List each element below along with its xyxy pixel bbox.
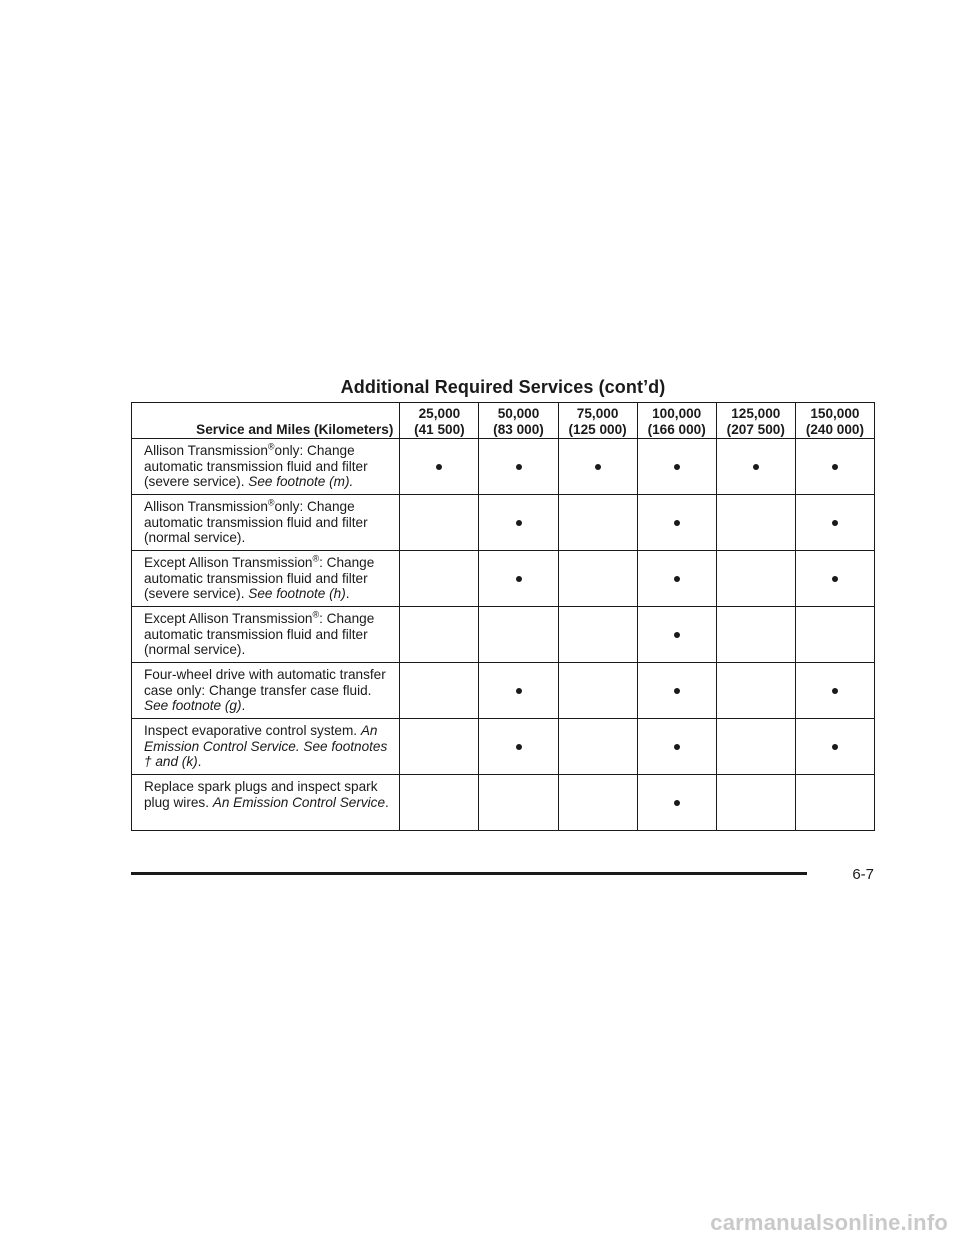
- interval-cell: [558, 607, 637, 663]
- table-row: [132, 495, 875, 551]
- interval-cell: [400, 719, 479, 775]
- service-required-bullet-icon: [436, 464, 442, 470]
- interval-km: (207 500): [726, 421, 785, 437]
- service-required-bullet-icon: [832, 576, 838, 582]
- interval-cell: [637, 663, 716, 719]
- interval-cell: [479, 495, 558, 551]
- table-header-row: [132, 403, 875, 439]
- footer-rule: [131, 872, 807, 875]
- service-description: [132, 551, 400, 607]
- registered-mark: ®: [312, 609, 320, 620]
- service-required-bullet-icon: [832, 688, 838, 694]
- interval-cell: [795, 719, 874, 775]
- interval-cell: [716, 551, 795, 607]
- interval-header-50000: [479, 403, 558, 439]
- page-number: 6-7: [852, 866, 874, 883]
- interval-km: (41 500): [414, 421, 465, 437]
- service-required-bullet-icon: [832, 464, 838, 470]
- service-text: Except Allison Transmission: [144, 611, 313, 626]
- service-required-bullet-icon: [674, 744, 680, 750]
- registered-mark: ®: [267, 441, 275, 452]
- service-required-bullet-icon: [832, 520, 838, 526]
- interval-cell: [716, 495, 795, 551]
- footnote-reference: See footnote (m).: [248, 474, 354, 490]
- service-text-continued: only: Change automatic transmission fluid and filter (normal service).: [144, 499, 368, 546]
- interval-cell: [716, 607, 795, 663]
- interval-miles: 25,000: [418, 406, 461, 421]
- service-required-bullet-icon: [674, 464, 680, 470]
- service-text: Except Allison Transmission: [144, 555, 313, 570]
- service-text: Replace spark plugs and inspect spark plug wires.: [144, 779, 378, 810]
- service-required-bullet-icon: [674, 632, 680, 638]
- interval-cell: [479, 775, 558, 831]
- service-required-bullet-icon: [595, 464, 601, 470]
- service-required-bullet-icon: [674, 520, 680, 526]
- interval-cell: [716, 719, 795, 775]
- interval-header-100000: [637, 403, 716, 439]
- interval-cell: [795, 495, 874, 551]
- interval-km: (240 000): [805, 421, 865, 437]
- interval-cell: [558, 775, 637, 831]
- interval-miles: 50,000: [497, 406, 540, 421]
- maintenance-schedule-table: [131, 402, 875, 831]
- table-row: [132, 775, 875, 831]
- table-row: [132, 551, 875, 607]
- service-text: Allison Transmission: [144, 499, 268, 514]
- service-description: [132, 719, 400, 775]
- interval-cell: [400, 663, 479, 719]
- service-required-bullet-icon: [674, 688, 680, 694]
- interval-km: (125 000): [568, 421, 627, 437]
- service-required-bullet-icon: [674, 576, 680, 582]
- interval-miles: 100,000: [652, 406, 702, 421]
- service-text-continued: : Change automatic transmission fluid and filter (normal service).: [144, 611, 375, 658]
- service-text-continued: : Change automatic transmission fluid and filter (severe service).: [144, 555, 375, 602]
- service-description: [132, 775, 400, 831]
- interval-cell: [637, 607, 716, 663]
- table-row: [132, 719, 875, 775]
- service-text-end: .: [241, 698, 246, 714]
- interval-cell: [637, 495, 716, 551]
- interval-cell: [479, 663, 558, 719]
- interval-cell: [558, 495, 637, 551]
- table-row: [132, 663, 875, 719]
- interval-cell: [400, 551, 479, 607]
- interval-cell: [637, 439, 716, 495]
- service-description: [132, 439, 400, 495]
- service-text-end: .: [385, 794, 389, 810]
- interval-cell: [716, 775, 795, 831]
- service-required-bullet-icon: [516, 688, 522, 694]
- interval-cell: [479, 719, 558, 775]
- interval-cell: [637, 551, 716, 607]
- watermark-text: carmanualsonline.info: [710, 1210, 948, 1235]
- service-required-bullet-icon: [516, 744, 522, 750]
- interval-cell: [637, 775, 716, 831]
- footnote-reference: An Emission Control Service: [212, 794, 386, 810]
- service-text: Four-wheel drive with automatic transfer case only: Change transfer case fluid.: [144, 667, 386, 698]
- interval-cell: [716, 439, 795, 495]
- interval-cell: [479, 439, 558, 495]
- interval-cell: [558, 439, 637, 495]
- service-description: [132, 607, 400, 663]
- interval-cell: [716, 663, 795, 719]
- service-description: [132, 663, 400, 719]
- interval-km: (166 000): [647, 421, 706, 437]
- interval-header-150000: [795, 403, 874, 439]
- service-required-bullet-icon: [516, 464, 522, 470]
- service-text: Allison Transmission: [144, 443, 268, 458]
- interval-cell: [400, 775, 479, 831]
- interval-cell: [558, 719, 637, 775]
- interval-cell: [558, 551, 637, 607]
- service-text-end: .: [345, 586, 350, 602]
- interval-cell: [400, 607, 479, 663]
- interval-cell: [400, 439, 479, 495]
- interval-cell: [795, 551, 874, 607]
- interval-cell: [795, 663, 874, 719]
- registered-mark: ®: [267, 497, 275, 508]
- interval-miles: 150,000: [810, 406, 860, 421]
- service-required-bullet-icon: [832, 744, 838, 750]
- service-text-end: .: [197, 754, 202, 770]
- service-text-continued: only: Change automatic transmission fluid and filter (severe service).: [144, 443, 368, 490]
- interval-cell: [637, 719, 716, 775]
- interval-cell: [795, 439, 874, 495]
- interval-cell: [479, 607, 558, 663]
- interval-header-125000: [716, 403, 795, 439]
- interval-header-25000: [400, 403, 479, 439]
- service-column-header: Service and Miles (Kilometers): [132, 403, 400, 439]
- interval-cell: [795, 775, 874, 831]
- service-description: [132, 495, 400, 551]
- interval-km: (83 000): [493, 421, 544, 437]
- table-row: [132, 439, 875, 495]
- interval-cell: [479, 551, 558, 607]
- footnote-reference: See footnote (h): [248, 586, 346, 602]
- interval-miles: 75,000: [576, 406, 619, 421]
- table-title: Additional Required Services (cont’d): [340, 377, 666, 397]
- footnote-reference: See footnote (g): [144, 698, 242, 714]
- registered-mark: ®: [312, 553, 320, 564]
- service-required-bullet-icon: [674, 800, 680, 806]
- interval-cell: [400, 495, 479, 551]
- service-required-bullet-icon: [753, 464, 759, 470]
- footnote-reference: An Emission Control Service. See footnotes † and (k): [144, 723, 388, 770]
- interval-cell: [558, 663, 637, 719]
- service-required-bullet-icon: [516, 520, 522, 526]
- table-row: [132, 607, 875, 663]
- interval-header-75000: [558, 403, 637, 439]
- service-text: Inspect evaporative control system.: [144, 723, 361, 738]
- interval-cell: [795, 607, 874, 663]
- interval-miles: 125,000: [731, 406, 781, 421]
- service-required-bullet-icon: [516, 576, 522, 582]
